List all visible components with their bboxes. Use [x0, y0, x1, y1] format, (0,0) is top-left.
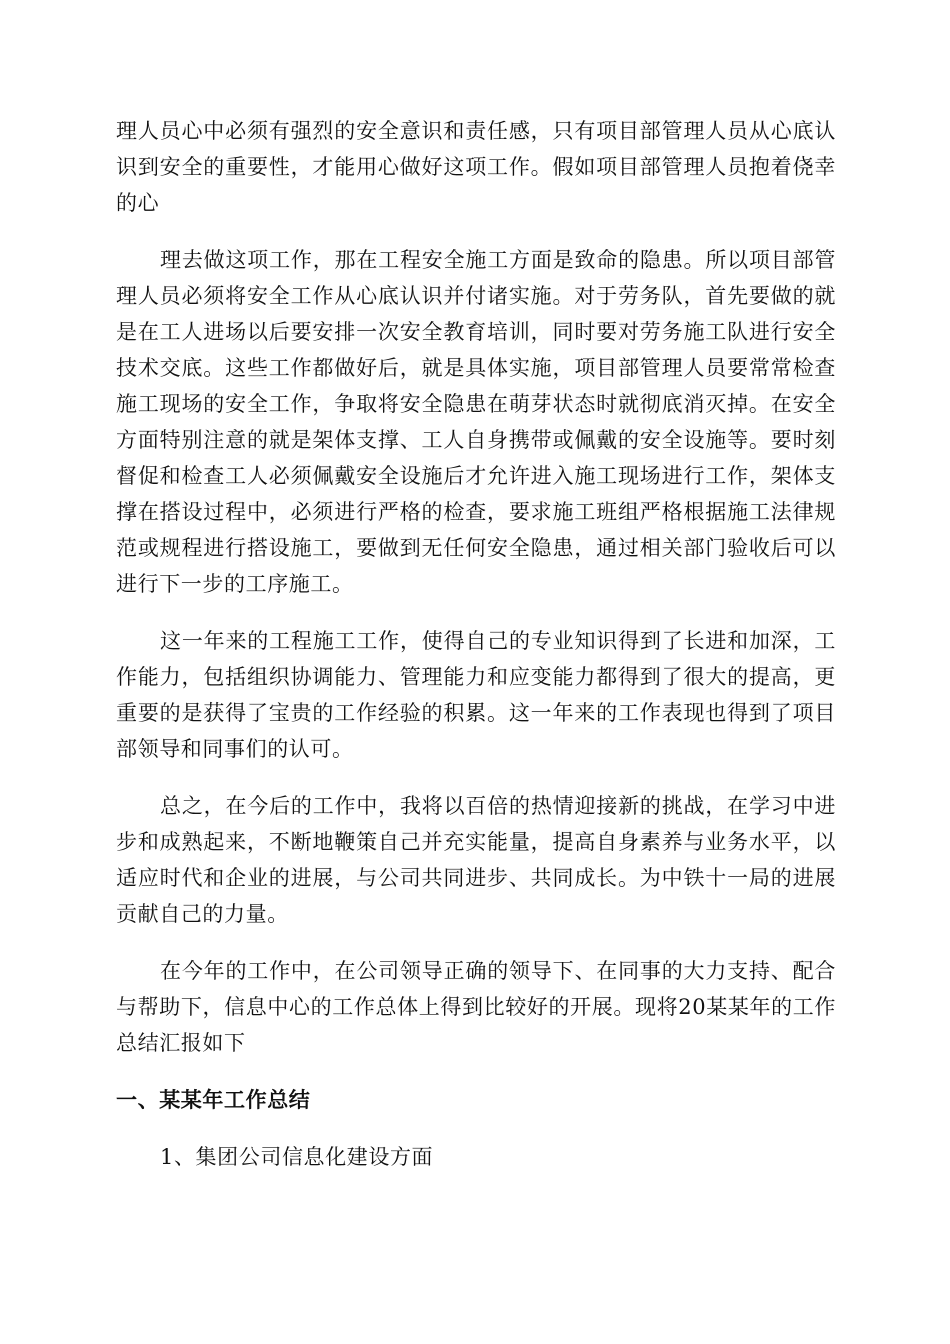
paragraph-conclusion: 总之，在今后的工作中，我将以百倍的热情迎接新的挑战，在学习中进步和成熟起来，不断地鞭策自己并充实能量，提高自身素养与业务水平，以适应时代和企业的进展，与公司共同进步、共同成长。为中铁十一局的进展贡献自己的力量。 [116, 794, 836, 926]
paragraph-intro: 在今年的工作中，在公司领导正确的领导下、在同事的大力支持、配合与帮助下，信息中心的工作总体上得到比较好的开展。现将20某某年的工作总结汇报如下 [116, 959, 836, 1055]
section-heading: 一、某某年工作总结 [116, 1088, 311, 1112]
paragraph-safety: 理去做这项工作，那在工程安全施工方面是致命的隐患。所以项目部管理人员必须将安全工作从心底认识并付诸实施。对于劳务队，首先要做的就是在工人进场以后要安排一次安全教育培训，同时要对劳务施工队进行安全技术交底。这些工作都做好后，就是具体实施，项目部管理人员要常常检查施工现场的安全工作，争取将安全隐患在萌芽状态时就彻底消灭掉。在安全方面特别注意的就是架体支撑、工人自身携带或佩戴的安全设施等。要时刻督促和检查工人必须佩戴安全设施后才允许进入施工现场进行工作，架体支撑在搭设过程中，必须进行严格的检查，要求施工班组严格根据施工法律规范或规程进行搭设施工，要做到无任何安全隐患，通过相关部门验收后可以进行下一步的工序施工。 [116, 248, 836, 596]
paragraph-growth: 这一年来的工程施工工作，使得自己的专业知识得到了长进和加深，工作能力，包括组织协调能力、管理能力和应变能力都得到了很大的提高，更重要的是获得了宝贵的工作经验的积累。这一年来的工作表现也得到了项目部领导和同事们的认可。 [116, 629, 836, 761]
document-body [116, 113, 836, 1196]
subsection-heading: 1、集团公司信息化建设方面 [160, 1145, 434, 1169]
paragraph-continuation: 理人员心中必须有强烈的安全意识和责任感，只有项目部管理人员从心底认识到安全的重要性，才能用心做好这项工作。假如项目部管理人员抱着侥幸的心 [116, 119, 836, 215]
